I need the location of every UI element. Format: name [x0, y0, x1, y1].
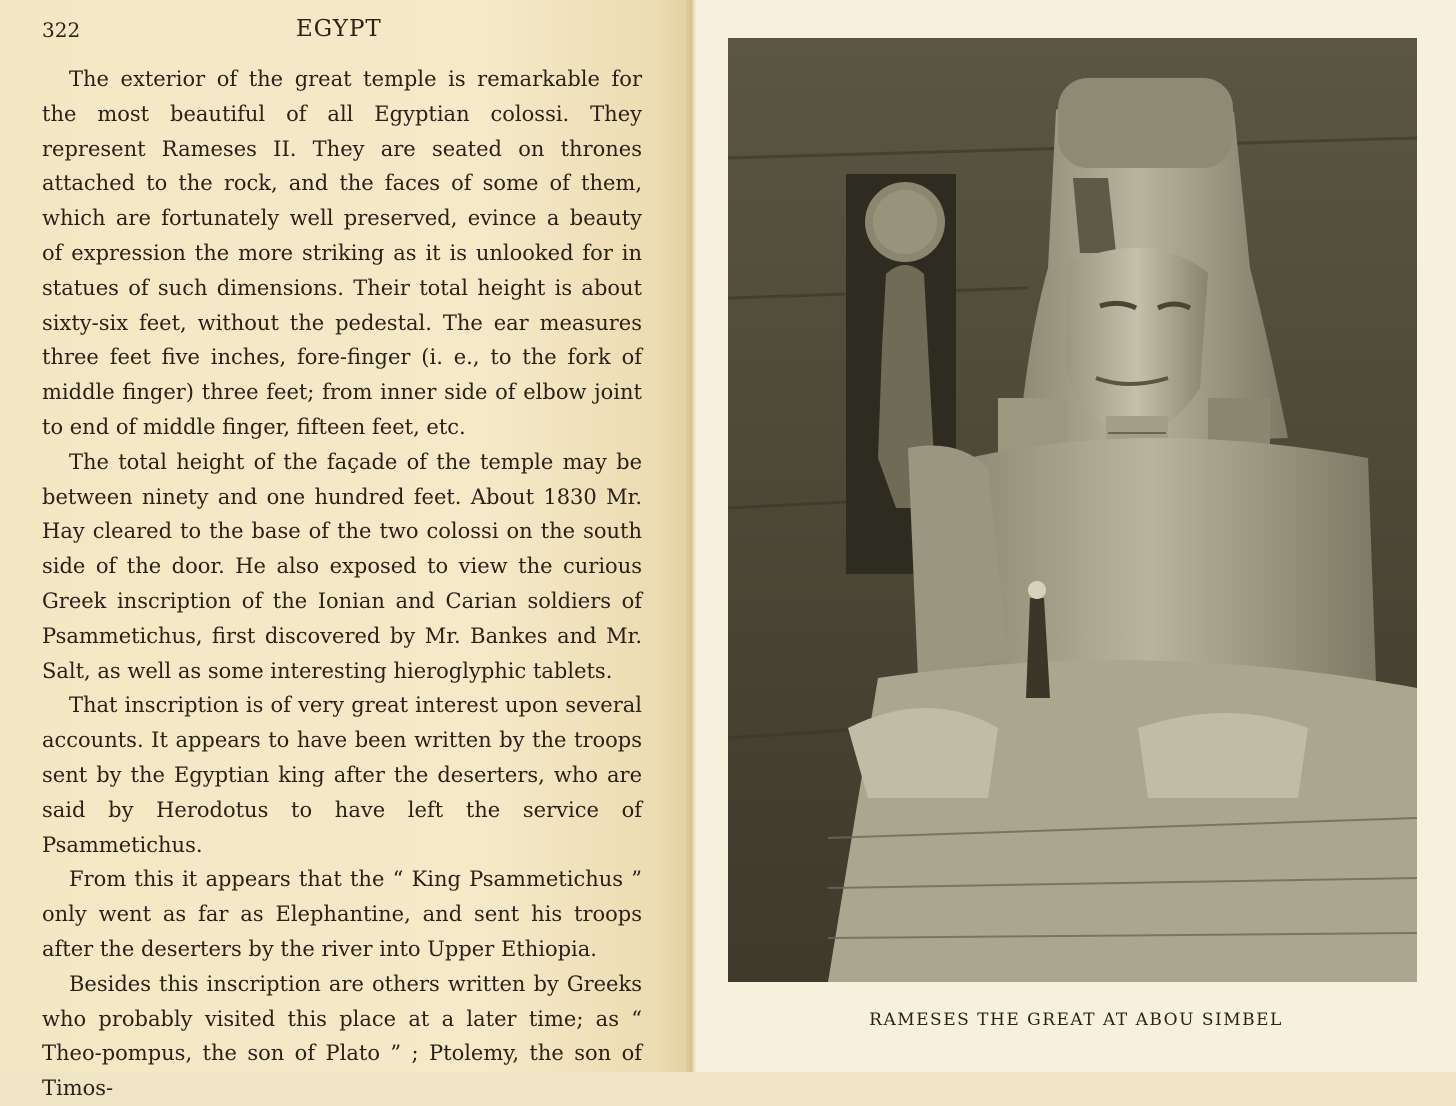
paragraph-2: The total height of the façade of the temple may be between ninety and one hundred feet. About 1830 Mr. Hay cleared to the base of the two colossi on the south side of the door. He also exposed to view the curious Greek inscription of the Ionian and Carian soldiers of Psammetichus, first discovered by Mr. Bankes and Mr. Salt, as well as some interesting hieroglyphic tablets. — [42, 449, 642, 683]
photo-caption: RAMESES THE GREAT AT ABOU SIMBEL — [869, 1010, 1283, 1030]
running-head: EGYPT — [296, 16, 382, 42]
paragraph-3: That inscription is of very great interest upon several accounts. It appears to have been written by the troops sent by the Egyptian king after the deserters, who are said by Herodotus to have left the service of Psammetichus. — [42, 693, 642, 857]
paragraph-5: Besides this inscription are others written by Greeks who probably visited this place at a later time; as “ Theo-pompus, the son of Plato ” ; Ptolemy, the son of Timos- — [42, 971, 642, 1101]
left-page — [0, 0, 692, 1101]
paragraph-4: From this it appears that the “ King Psammetichus ” only went as far as Elephantine, and sent his troops after the deserters by the river into Upper Ethiopia. — [42, 867, 642, 961]
paragraph-1: The exterior of the great temple is remarkable for the most beautiful of all Egyptian colossi. They represent Rameses II. They are seated on thrones attached to the rock, and the faces of some of them, which are fortunately well preserved, evince a beauty of expression the more striking as it is unlooked for in statues of such dimensions. Their total height is about sixty-six feet, without the pedestal. The ear measures three feet five inches, fore-finger (i. e., to the fork of middle finger) three feet; from inner side of elbow joint to end of middle finger, fifteen feet, etc. — [42, 67, 642, 439]
page-number: 322 — [42, 18, 81, 42]
rameses-photograph — [728, 38, 1417, 982]
body-text — [42, 62, 642, 1106]
colossus-illustration — [728, 38, 1417, 982]
